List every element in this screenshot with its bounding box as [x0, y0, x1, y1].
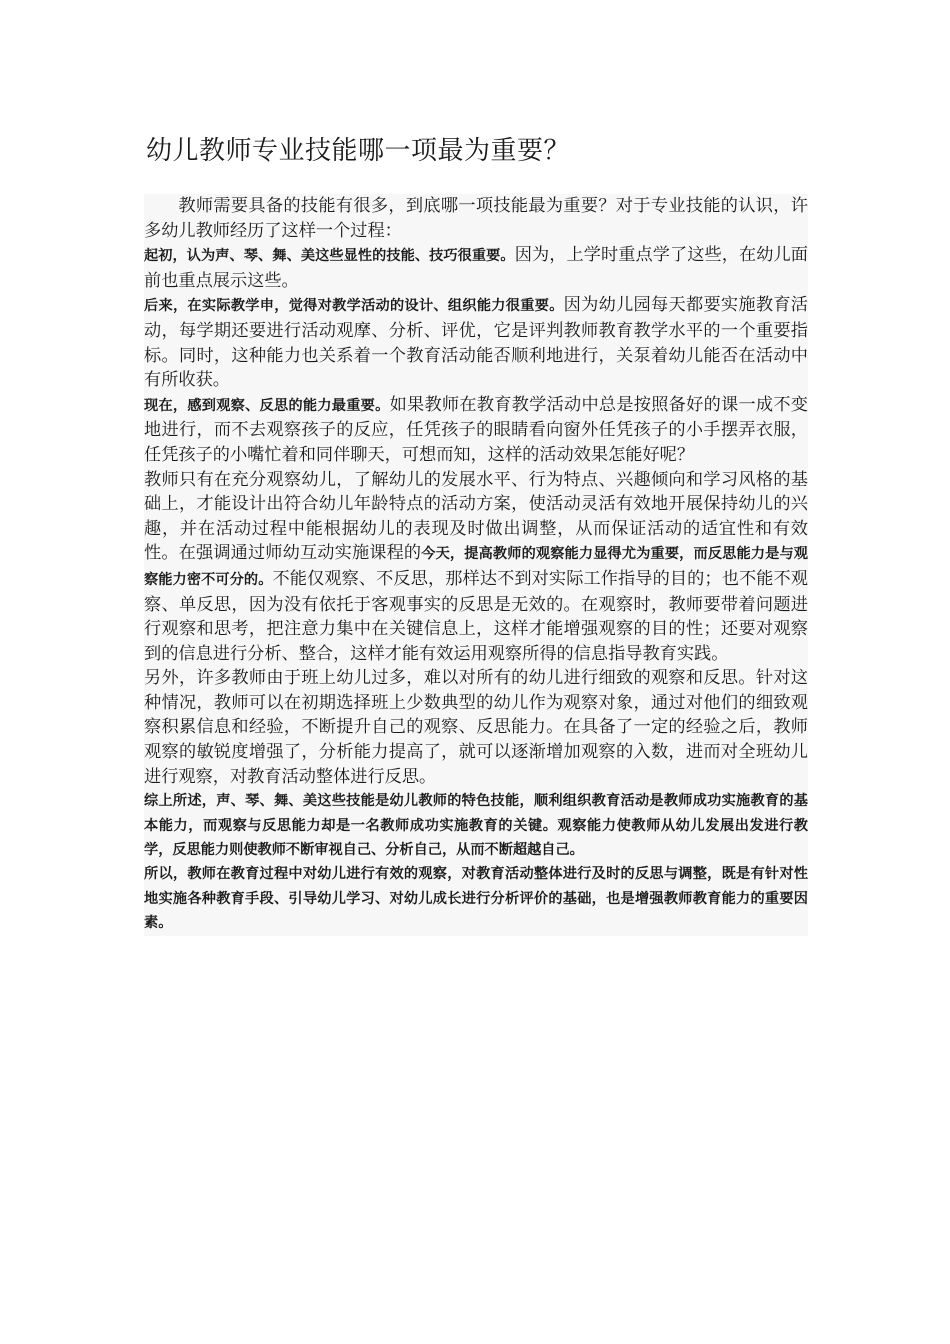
- stage-lead-later: 后来，在实际教学申，觉得对教学活动的设计、组织能力很重要。: [144, 298, 564, 315]
- stage-paragraph-early: [144, 243, 808, 293]
- stage-body-later: 因为幼儿园每天都要实施教育活动，每学期还要进行活动观摩、分析、评优，它是评判教师教育教学水平的一个重要指标。同时，这种能力也关系着一个教育活动能否顺利地进行，关泵着幼儿能否在活动中有所收获。: [144, 295, 808, 391]
- intro-paragraph: 教师需要具备的技能有很多，到底哪一项技能最为重要？对于专业技能的认识，许多幼儿教师经历了这样一个过程：: [144, 196, 808, 241]
- stage-paragraph-later: [144, 293, 808, 392]
- observation-text-before: 教师只有在充分观察幼儿，了解幼儿的发展水平、行为特点、兴趣倾向和学习风格的基础上，才能设计出符合幼儿年龄特点的活动方案，使活动灵活有效地开展保持幼儿的兴趣，并在活动过程中能根据幼儿的表现及时做出调整，从而保证活动的适宜性和有效性。在强调通过师幼互动实施课程的: [144, 469, 808, 564]
- observation-emphasis: 今天，提高教师的观察能力显得尤为重要，而反思能力是与观察能力密不可分的。: [144, 546, 808, 588]
- observation-text-after: 不能仅观察、不反思，那样达不到对实际工作指导的目的；也不能不观察、单反思，因为没有依托于客观事实的反思是无效的。在观察时，教师要带着问题进行观察和思考，把注意力集中在关键信息上，这样才能增强观察的目的性；还要对观察到的信息进行分析、整合，这样才能有效运用观察所得的信息指导教育实践。: [144, 568, 808, 664]
- page-title: 幼儿教师专业技能哪一项最为重要？: [146, 136, 571, 166]
- stage-lead-now: 现在，感到观察、反思的能力最重要。: [144, 397, 390, 414]
- conclusion-final-paragraph: 所以，教师在教育过程中对幼儿进行有效的观察，对教育活动整体进行及时的反思与调整，既是有针对性地实施各种教育手段、引导幼儿学习、对幼儿成长进行分析评价的基础，也是增强教师教育能力的重要因素。: [144, 866, 808, 932]
- strategy-paragraph: 另外，许多教师由于班上幼儿过多，难以对所有的幼儿进行细致的观察和反思。针对这种情况，教师可以在初期选择班上少数典型的幼儿作为观察对象，通过对他们的细致观察积累信息和经验，不断提升自己的观察、反思能力。在具备了一定的经验之后，教师观察的敏锐度增强了，分析能力提高了，就可以逐渐增加观察的入数，进而对全班幼儿进行观察，对教育活动整体进行反思。: [144, 668, 808, 787]
- observation-paragraph: [144, 468, 808, 667]
- stage-body-early: 因为，上学时重点学了这些，在幼儿面前也重点展示这些。: [144, 245, 808, 291]
- stage-paragraph-now: [144, 393, 808, 468]
- article-body: [144, 194, 808, 936]
- stage-lead-early: 起初，认为声、琴、舞、美这些显性的技能、技巧很重要。: [144, 248, 515, 265]
- stage-body-now: 如果教师在教育教学活动中总是按照备好的课一成不变地进行，而不去观察孩子的反应，任凭孩子的眼睛看向窗外任凭孩子的小手摆弄衣服，任凭孩子的小嘴忙着和同伴聊天，可想而知，这样的活动效果怎能好呢？: [144, 394, 808, 465]
- conclusion-paragraph: 综上所述，声、琴、舞、美这些技能是幼儿教师的特色技能，顺利组织教育活动是教师成功实施教育的基本能力，而观察与反思能力却是一名教师成功实施教育的关键。观察能力使教师从幼儿发展出发进行教学，反思能力则使教师不断审视自己、分析自己，从而不断超越自己。: [144, 793, 808, 859]
